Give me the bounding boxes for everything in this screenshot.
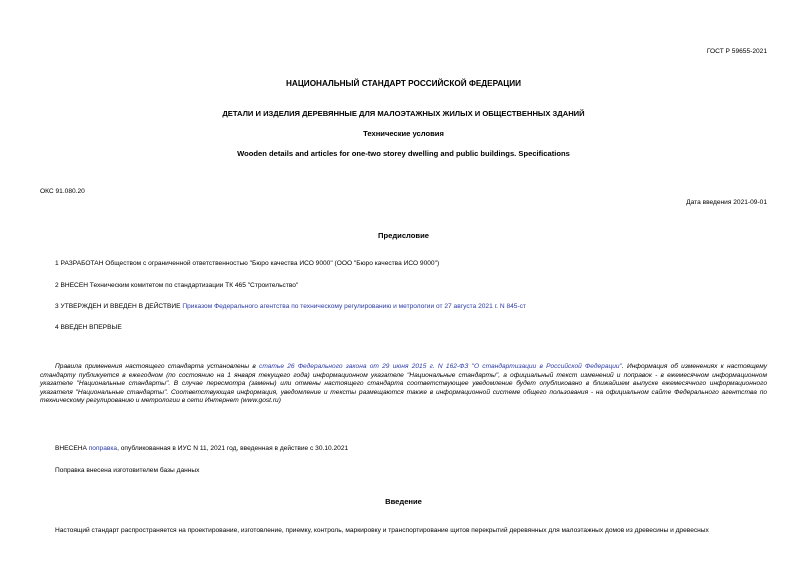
rules-text-start: Правила применения настоящего стандарта установлены в xyxy=(55,363,260,370)
approved-prefix: 3 УТВЕРЖДЕН И ВВЕДЕН В ДЕЙСТВИЕ xyxy=(55,303,183,310)
application-rules-paragraph xyxy=(40,363,767,406)
amendment-note: Поправка внесена изготовителем базы данных xyxy=(55,467,200,474)
national-standard-title: НАЦИОНАЛЬНЫЙ СТАНДАРТ РОССИЙСКОЙ ФЕДЕРАЦИИ xyxy=(286,79,521,88)
document-title: ДЕТАЛИ И ИЗДЕЛИЯ ДЕРЕВЯННЫЕ ДЛЯ МАЛОЭТАЖНЫХ ЖИЛЫХ И ОБЩЕСТВЕННЫХ ЗДАНИЙ xyxy=(222,109,585,118)
amendment-line xyxy=(55,445,767,453)
foreword-item-submitted: 2 ВНЕСЕН Техническим комитетом по стандартизации ТК 465 "Строительство" xyxy=(55,282,299,289)
order-link[interactable]: Приказом Федерального агентства по техническому регулированию и метрологии от 27 августа 2021 г. N 845-ст xyxy=(182,303,526,310)
amendment-suffix: , опубликованная в ИУС N 11, 2021 год, введенная в действие с 30.10.2021 xyxy=(117,445,349,452)
foreword-item-approved xyxy=(55,303,767,311)
document-subtitle: Технические условия xyxy=(363,129,444,138)
amendment-link[interactable]: поправка xyxy=(88,445,118,452)
foreword-item-first-introduced: 4 ВВЕДЕН ВПЕРВЫЕ xyxy=(55,324,122,331)
amendment-prefix: ВНЕСЕНА xyxy=(55,445,89,452)
standard-code: ГОСТ Р 59655-2021 xyxy=(706,48,767,55)
federal-law-link[interactable]: статье 26 Федерального закона от 29 июня 2015 г. N 162-ФЗ "О стандартизации в Российской Федерации" xyxy=(259,363,622,370)
introduction-heading: Введение xyxy=(385,497,422,506)
rules-text-rest: . Информация об изменениях к настоящему стандарту публикуется в ежегодном (по состоянию на 1 января текущего года) информационном указателе "Национальные стандарты", а официальный текст изменений и поправок - в ежемесячном информационном указателе "Национальные стандарты". В случае пересмотра (замены) или отмены настоящего стандарта соответствующее уведомление будет опубликовано в ближайшем выпуске ежемесячного информационного указателя "Национальные стандарты". Соответствующая информация, уведомление и тексты размещаются также в информационной системе общего пользования - на официальном сайте Федерального агентства по техническому регулированию и метрологии в сети Интернет (www.gost.ru) xyxy=(40,363,768,405)
foreword-item-developed: 1 РАЗРАБОТАН Обществом с ограниченной ответственностью "Бюро качества ИСО 9000" (ООО "Бюро качества ИСО 9000") xyxy=(55,260,440,267)
oks-code: ОКС 91.080.20 xyxy=(40,188,85,195)
english-title: Wooden details and articles for one-two storey dwelling and public buildings. Specifications xyxy=(237,149,570,158)
introduction-text: Настоящий стандарт распространяется на проектирование, изготовление, приемку, контроль, маркировку и транспортирование щитов перекрытий деревянных для малоэтажных домов из древесины и древесных xyxy=(55,527,709,534)
foreword-heading: Предисловие xyxy=(378,231,429,240)
introduction-date: Дата введения 2021-09-01 xyxy=(686,199,767,206)
